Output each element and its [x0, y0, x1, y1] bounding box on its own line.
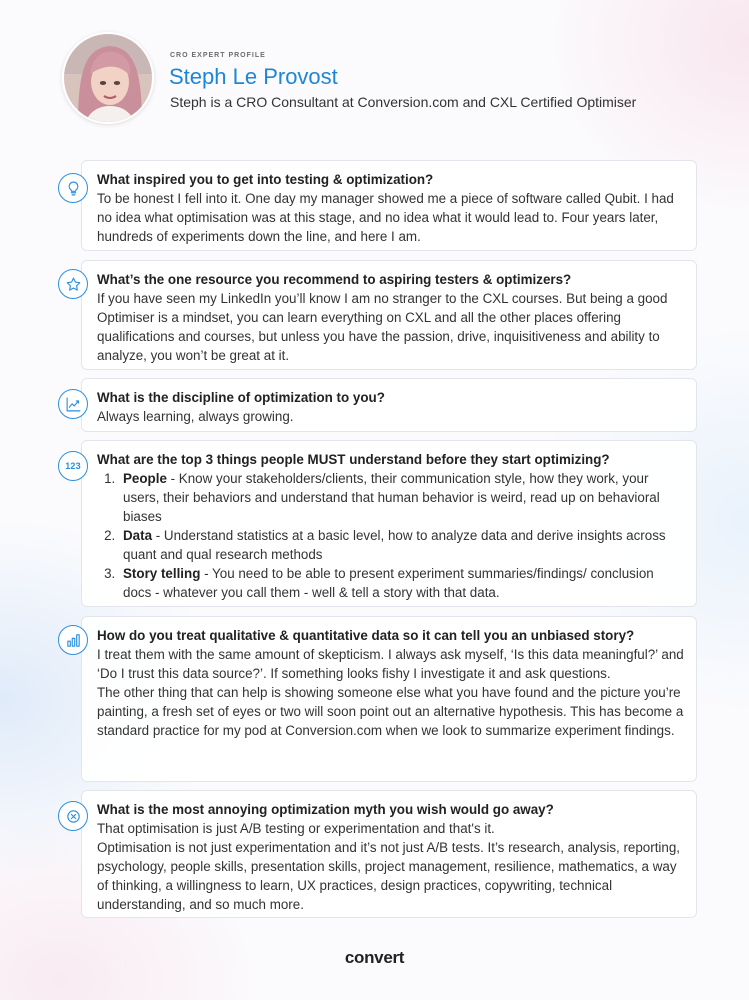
list-item	[119, 526, 684, 564]
qa-card-discipline	[81, 378, 697, 432]
lightbulb-icon	[58, 173, 88, 203]
qa-card-top-three	[81, 440, 697, 607]
x-circle-icon	[58, 801, 88, 831]
list-item-text: - Know your stakeholders/clients, their communication style, how they work, your users, their behaviors and understand that human behavior is weird, read up on behavioral biases	[123, 471, 660, 524]
list-item	[119, 469, 684, 526]
convert-logo: convert	[344, 948, 405, 967]
question: What inspired you to get into testing & optimization?	[97, 172, 434, 187]
question: What are the top 3 things people MUST understand before they start optimizing?	[97, 452, 610, 467]
star-icon	[58, 269, 88, 299]
qa-card-myth	[81, 790, 697, 918]
question: What is the most annoying optimization myth you wish would go away?	[97, 802, 554, 817]
answer: Always learning, always growing.	[97, 409, 294, 424]
question: What is the discipline of optimization to you?	[97, 390, 385, 405]
qa-card-data-treatment	[81, 616, 697, 782]
question: What’s the one resource you recommend to aspiring testers & optimizers?	[97, 272, 572, 287]
avatar	[62, 32, 154, 124]
profile-bio: Steph is a CRO Consultant at Conversion.com and CXL Certified Optimiser	[170, 94, 637, 110]
list-item-text: - You need to be able to present experiment summaries/findings/ conclusion docs - whatever you call them - well & tell a story with that data.	[123, 566, 654, 600]
profile-header	[62, 32, 722, 128]
question: How do you treat qualitative & quantitative data so it can tell you an unbiased story?	[97, 628, 635, 643]
list-item-term: Data	[123, 528, 153, 543]
answer-continued: The other thing that can help is showing someone else what you have found and the picture you’re painting, a fresh set of eyes or two will soon point out an alternative hypothesis. This has become a standard practice for my pod at Conversion.com when we look to summarize experiment findings.	[97, 685, 684, 738]
list-item-term: People	[123, 471, 167, 486]
answer: To be honest I fell into it. One day my manager showed me a piece of software called Qubit. I had no idea what optimisation was at this stage, and no idea what it would lead to. Four years later, hundreds of experiments down the line, and here I am.	[97, 191, 674, 244]
qa-card-resource	[81, 260, 697, 370]
number-123-label: 123	[65, 461, 81, 471]
answer: I treat them with the same amount of skepticism. I always ask myself, ‘Is this data meaningful?’ and ‘Do I trust this data source?’. If something looks fishy I investigate it and ask questions.	[97, 647, 684, 681]
bar-chart-icon	[58, 625, 88, 655]
qa-card-inspiration	[81, 160, 697, 251]
top-three-list	[119, 469, 684, 602]
answer: That optimisation is just A/B testing or experimentation and that's it.	[97, 821, 495, 836]
list-item-term: Story telling	[123, 566, 201, 581]
trend-chart-icon	[58, 389, 88, 419]
number-123-icon	[58, 451, 88, 481]
avatar-photo	[64, 34, 154, 124]
answer-continued: Optimisation is not just experimentation and it’s not just A/B tests. It’s research, analysis, reporting, psychology, people skills, presentation skills, project management, resilience, mathematics, a way of thinking, a willingness to learn, UX practices, design practices, copywriting, technical understanding, and so much more.	[97, 840, 681, 912]
profile-name: Steph Le Provost	[169, 64, 338, 89]
answer: If you have seen my LinkedIn you’ll know I am no stranger to the CXL courses. But being a good Optimiser is a mindset, you can learn everything on CXL and all the other places offering qualifications and courses, but unless you have the passion, drive, inquisitiveness and ability to analyze, you won’t be great at it.	[97, 291, 668, 363]
profile-eyebrow: CRO EXPERT PROFILE	[170, 52, 266, 59]
list-item-text: - Understand statistics at a basic level, how to analyze data and derive insights across quant and qual research methods	[123, 528, 666, 562]
list-item	[119, 564, 684, 602]
